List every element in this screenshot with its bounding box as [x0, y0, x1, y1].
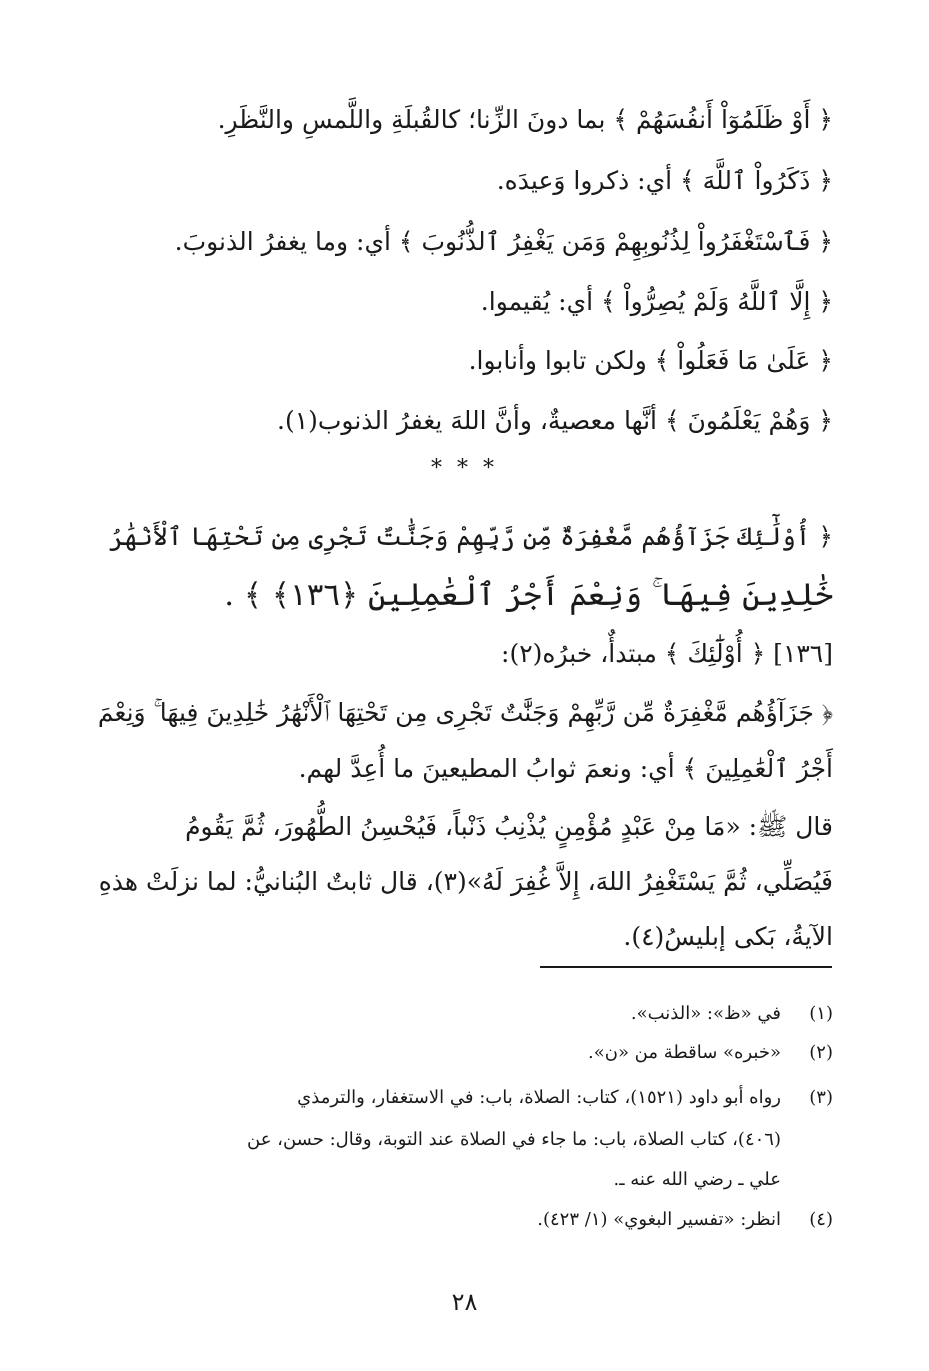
footnote-text: انظر: «تفسير البغوي» (١/ ٤٢٣). — [537, 1209, 781, 1230]
footnote-1 — [631, 996, 833, 1032]
footnote-number: (٢) — [809, 1042, 833, 1063]
verse-136-explanation-line-1: ﴿ جَزَآؤُهُم مَّغْفِرَةٌ مِّن رَّبِّهِمْ وَجَنَّٰتٌ تَجْرِى مِن تَحْتِهَا ٱلْأَنْهَٰرُ خَٰلِدِينَ فِيهَا ۚ وَنِعْمَ — [97, 698, 833, 727]
page-number: ٢٨ — [451, 1288, 478, 1316]
footnote-text: رواه أبو داود (١٥٢١)، كتاب: الصلاة، باب: في الاستغفار، والترمذي — [297, 1087, 781, 1108]
verse-line-1: ﴿ أُوْلَٰٓئِكَ جَزَآؤُهُم مَّغْفِرَةٌ مِّن رَّبِّهِمْ وَجَنَّٰتٌ تَجْرِى مِن تَحْتِهَا ٱلْأَنْهَٰرُ — [109, 522, 833, 551]
hadith-line-1: قال ﷺ: «مَا مِنْ عَبْدٍ مُؤْمِنٍ يُذْنِبُ ذَنْباً، فَيُحْسِنُ الطُّهُورَ، ثُمَّ يَقُومُ — [185, 812, 833, 841]
section-separator: * * * — [431, 456, 498, 481]
commentary-line-6: ﴿ وَهُمْ يَعْلَمُونَ ﴾ أنَّها معصيةٌ، وأنَّ اللهَ يغفرُ الذنوب(١). — [277, 406, 833, 435]
hadith-line-2: فَيُصَلِّي، ثُمَّ يَسْتَغْفِرُ اللهَ، إِلاَّ غُفِرَ لَهُ»(٣)، قال ثابتٌ البُنانيُّ: لما نزلَتْ هذهِ — [98, 867, 833, 896]
footnote-3-continuation-1: (٤٠٦)، كتاب الصلاة، باب: ما جاء في الصلاة عند التوبة، وقال: حسن، عن — [247, 1129, 781, 1150]
commentary-line-3: ﴿ فَٱسْتَغْفَرُواْ لِذُنُوبِهِمْ وَمَن يَغْفِرُ ٱلذُّنُوبَ ﴾ أي: وما يغفرُ الذنوبَ. — [174, 227, 833, 256]
commentary-line-4: ﴿ إِلَّا ٱللَّهُ وَلَمْ يُصِرُّواْ ﴾ أي: يُقيموا. — [480, 287, 833, 316]
footnote-number: (٣) — [809, 1087, 833, 1108]
footnote-number: (٤) — [809, 1209, 833, 1230]
commentary-line-5: ﴿ عَلَىٰ مَا فَعَلُواْ ﴾ ولكن تابوا وأنابوا. — [468, 346, 833, 375]
footnote-2 — [588, 1035, 833, 1071]
verse-line-2: خَٰلِدِينَ فِيهَا ۚ وَنِعْمَ أَجْرُ ٱلْعَٰمِلِينَ ﴿١٣٦﴾ ﴾ . — [224, 577, 833, 613]
footnote-3-continuation-2: علي ـ رضي الله عنه ـ. — [613, 1169, 781, 1190]
footnote-4 — [537, 1202, 833, 1238]
footnote-divider — [540, 966, 832, 968]
footnote-text: «خبره» ساقطة من «ن». — [587, 1042, 781, 1063]
commentary-line-2: ﴿ ذَكَرُواْ ٱللَّهَ ﴾ أي: ذكروا وَعيدَه. — [496, 166, 833, 195]
commentary-line-1: ﴿ أَوْ ظَلَمُوٓاْ أَنفُسَهُمْ ﴾ بما دونَ الزِّنا؛ كالقُبلَةِ واللَّمسِ والنَّظَرِ. — [217, 105, 833, 134]
hadith-line-3: الآيةُ، بَكى إبليسُ(٤). — [623, 922, 833, 951]
verse-136-intro: [١٣٦] ﴿ أُوْلَٰٓئِكَ ﴾ مبتدأٌ، خبرُه(٢): — [501, 639, 833, 668]
footnote-3 — [297, 1080, 833, 1116]
footnote-number: (١) — [809, 1003, 833, 1024]
verse-136-explanation-line-2: أَجْرُ ٱلْعَٰمِلِينَ ﴾ أي: ونعمَ ثوابُ المطيعينَ ما أُعِدَّ لهم. — [298, 754, 833, 783]
footnote-text: في «ظ»: «الذنب». — [630, 1003, 781, 1024]
